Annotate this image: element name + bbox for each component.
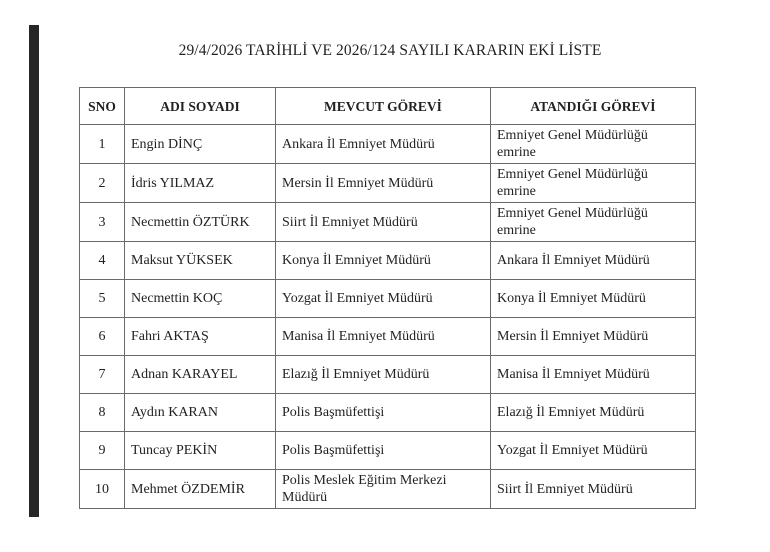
- cell-current-position: Polis Meslek Eğitim Merkezi Müdürü: [276, 470, 491, 509]
- table-row: [80, 318, 696, 356]
- document-edge-bar: [29, 25, 39, 517]
- table-row: [80, 280, 696, 318]
- cell-assigned-position: Emniyet Genel Müdürlüğü emrine: [491, 125, 696, 164]
- cell-name: Aydın KARAN: [125, 394, 276, 432]
- table-row: [80, 125, 696, 164]
- cell-assigned-position: Emniyet Genel Müdürlüğü emrine: [491, 203, 696, 242]
- table-row: [80, 164, 696, 203]
- document-title: 29/4/2026 TARİHLİ VE 2026/124 SAYILI KARARIN EKİ LİSTE: [178, 42, 602, 59]
- cell-sno: 9: [80, 432, 125, 470]
- cell-sno: 5: [80, 280, 125, 318]
- cell-current-position: Siirt İl Emniyet Müdürü: [276, 203, 491, 242]
- cell-name: Maksut YÜKSEK: [125, 242, 276, 280]
- cell-assigned-position: Yozgat İl Emniyet Müdürü: [491, 432, 696, 470]
- header-sno: SNO: [80, 88, 125, 125]
- cell-current-position: Polis Başmüfettişi: [276, 394, 491, 432]
- cell-name: Adnan KARAYEL: [125, 356, 276, 394]
- cell-current-position: Polis Başmüfettişi: [276, 432, 491, 470]
- cell-sno: 4: [80, 242, 125, 280]
- cell-sno: 6: [80, 318, 125, 356]
- table-row: [80, 242, 696, 280]
- cell-name: Mehmet ÖZDEMİR: [125, 470, 276, 509]
- appointment-list-table: [79, 87, 696, 509]
- cell-assigned-position: Manisa İl Emniyet Müdürü: [491, 356, 696, 394]
- cell-sno: 7: [80, 356, 125, 394]
- cell-current-position: Manisa İl Emniyet Müdürü: [276, 318, 491, 356]
- cell-sno: 1: [80, 125, 125, 164]
- cell-current-position: Ankara İl Emniyet Müdürü: [276, 125, 491, 164]
- table-header-row: [80, 88, 696, 125]
- table-row: [80, 394, 696, 432]
- table-row: [80, 470, 696, 509]
- cell-current-position: Yozgat İl Emniyet Müdürü: [276, 280, 491, 318]
- cell-name: Engin DİNÇ: [125, 125, 276, 164]
- cell-assigned-position: Emniyet Genel Müdürlüğü emrine: [491, 164, 696, 203]
- cell-name: Necmettin ÖZTÜRK: [125, 203, 276, 242]
- cell-current-position: Mersin İl Emniyet Müdürü: [276, 164, 491, 203]
- cell-name: İdris YILMAZ: [125, 164, 276, 203]
- cell-current-position: Elazığ İl Emniyet Müdürü: [276, 356, 491, 394]
- cell-name: Necmettin KOÇ: [125, 280, 276, 318]
- cell-sno: 10: [80, 470, 125, 509]
- cell-sno: 8: [80, 394, 125, 432]
- cell-sno: 3: [80, 203, 125, 242]
- table-row: [80, 203, 696, 242]
- cell-name: Tuncay PEKİN: [125, 432, 276, 470]
- cell-name: Fahri AKTAŞ: [125, 318, 276, 356]
- cell-assigned-position: Siirt İl Emniyet Müdürü: [491, 470, 696, 509]
- cell-assigned-position: Konya İl Emniyet Müdürü: [491, 280, 696, 318]
- table-row: [80, 432, 696, 470]
- cell-assigned-position: Elazığ İl Emniyet Müdürü: [491, 394, 696, 432]
- header-assigned-position: ATANDIĞI GÖREVİ: [491, 88, 696, 125]
- header-current-position: MEVCUT GÖREVİ: [276, 88, 491, 125]
- cell-sno: 2: [80, 164, 125, 203]
- cell-current-position: Konya İl Emniyet Müdürü: [276, 242, 491, 280]
- header-name: ADI SOYADI: [125, 88, 276, 125]
- cell-assigned-position: Mersin İl Emniyet Müdürü: [491, 318, 696, 356]
- cell-assigned-position: Ankara İl Emniyet Müdürü: [491, 242, 696, 280]
- table-row: [80, 356, 696, 394]
